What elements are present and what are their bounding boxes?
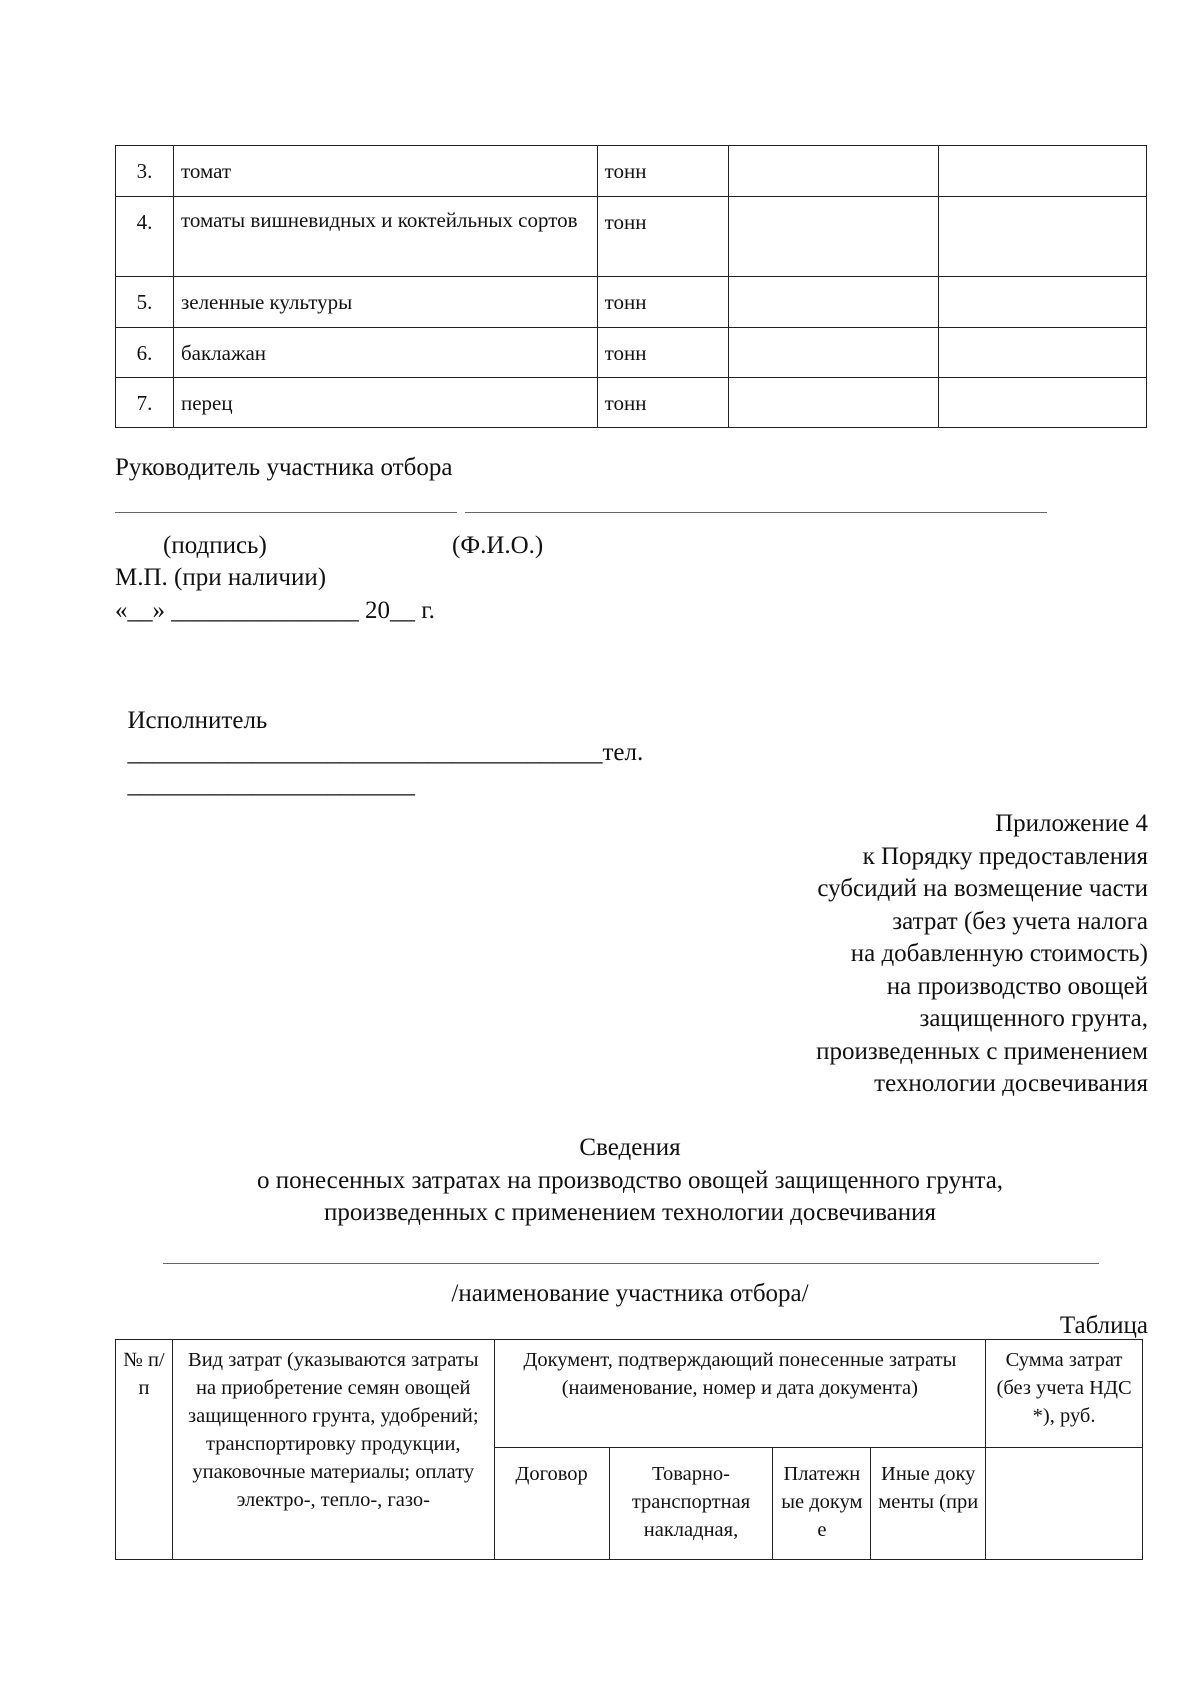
executor-label: Исполнитель [127,707,268,734]
col-num-header: № п/п [116,1340,173,1560]
appendix-block [816,808,1148,1101]
sub-payment-header: Платежные докуме [773,1448,871,1560]
head-label: Руководитель участника отбора [115,454,453,481]
empty-cell [986,1448,1143,1560]
col-sum-header: Сумма затрат (без учета НДС *), руб. [986,1340,1143,1448]
executor-row [115,673,643,801]
crop-name: зеленные культуры [173,277,597,328]
empty-cell [939,378,1147,428]
col-type-header: Вид затрат (указываются затраты на приобретение семян овощей защищенного грунта, удобрений; транспортировку продукции, упаковочные материалы; оплату электро-, тепло-, газо- [172,1340,494,1560]
crop-unit: тонн [597,146,729,197]
appendix-line: затрат (без учета налога [892,907,1148,935]
crop-name: баклажан [173,328,597,378]
fio-caption: (Ф.И.О.) [452,532,544,559]
empty-cell [729,378,939,428]
sub-other-header: Иные документы (при [871,1448,986,1560]
crop-name: перец [173,378,597,428]
tel-line: _______________________ [127,771,415,798]
crop-name: томаты вишневидных и коктейльных сортов [173,197,597,277]
empty-cell [729,197,939,277]
tel-label: тел. [602,739,644,766]
row-number: 7. [116,378,174,428]
empty-cell [729,328,939,378]
empty-cell [939,328,1147,378]
stamp-label: М.П. (при наличии) [115,564,327,591]
executor-line: ______________________________________ [127,739,603,766]
empty-cell [939,277,1147,328]
table-label: Таблица [1059,1312,1148,1339]
participant-line [163,1263,1099,1264]
empty-cell [939,197,1147,277]
sub-contract-header: Договор [494,1448,609,1560]
appendix-line: защищенного грунта, [919,1005,1148,1032]
row-number: 3. [116,146,174,197]
heading-line: о понесенных затратах на производство овощей защищенного грунта, [256,1166,1004,1194]
row-number: 4. [116,197,174,277]
appendix-line: на производство овощей [886,972,1148,1000]
crop-unit: тонн [597,378,729,428]
costs-table [115,1339,1143,1560]
table-header-row [116,1340,1143,1448]
heading-line: произведенных с применением технологии досвечивания [324,1199,936,1226]
table-row [116,146,1147,197]
table-row [116,277,1147,328]
empty-cell [729,146,939,197]
crop-unit: тонн [597,197,729,277]
date-line: «__» _______________ 20__ г. [115,597,435,624]
signature-line [115,512,457,513]
empty-cell [729,277,939,328]
col-doc-header: Документ, подтверждающий понесенные затраты (наименование, номер и дата документа) [494,1340,986,1448]
empty-cell [939,146,1147,197]
row-number: 6. [116,328,174,378]
appendix-line: к Порядку предоставления [862,842,1148,870]
table-row [116,378,1147,428]
appendix-line: Приложение 4 [995,810,1148,837]
appendix-line: субсидий на возмещение части [817,875,1148,902]
participant-caption: /наименование участника отбора/ [451,1280,809,1307]
table-row [116,328,1147,378]
heading-block [0,1132,1200,1230]
heading-title: Сведения [579,1134,681,1161]
row-number: 5. [116,277,174,328]
appendix-line: технологии досвечивания [874,1070,1148,1097]
fio-line [465,512,1047,513]
sign-caption: (подпись) [163,532,267,559]
crops-table [115,145,1147,428]
crop-unit: тонн [597,328,729,378]
sub-waybill-header: Товарно-транспортная накладная, [609,1448,773,1560]
appendix-line: на добавленную стоимость) [850,940,1148,967]
crop-name: томат [173,146,597,197]
appendix-line: произведенных с применением [816,1037,1148,1065]
crop-unit: тонн [597,277,729,328]
table-row [116,197,1147,277]
